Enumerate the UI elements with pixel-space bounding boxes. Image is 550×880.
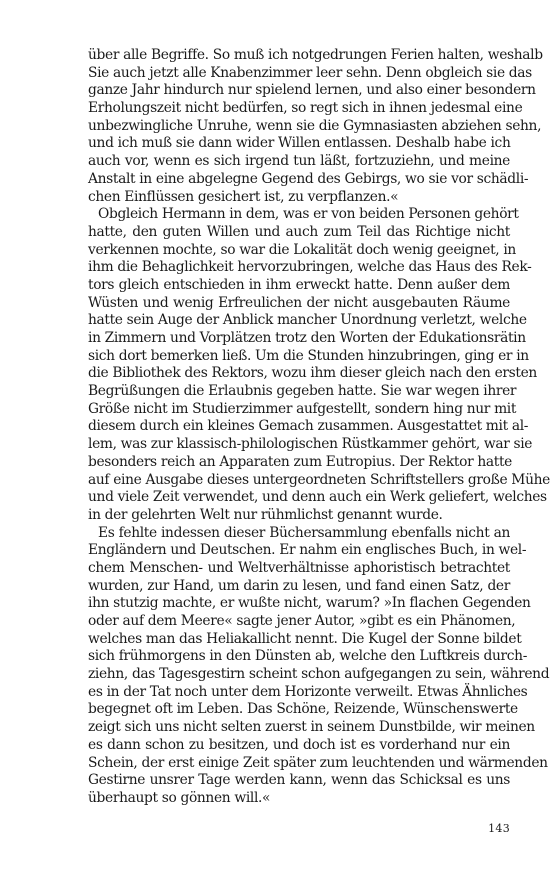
text-line: sich dort bemerken ließ. Um die Stunden hinzubringen, ging er in	[88, 347, 529, 364]
text-line: und ich muß sie dann wider Willen entlassen. Deshalb habe ich	[88, 135, 511, 152]
text-line: in der gelehrten Welt nur rühmlichst genannt wurde.	[88, 506, 443, 523]
text-line: Begrüßungen die Erlaubnis gegeben hatte. Sie war wegen ihrer	[88, 383, 517, 400]
text-line: Es fehlte indessen dieser Büchersammlung ebenfalls nicht an	[98, 524, 510, 541]
text-line: tors gleich entschieden in ihm erweckt hatte. Denn außer dem	[88, 276, 510, 293]
text-line: Erholungszeit nicht bedürfen, so regt sich in ihnen jedesmal eine	[88, 100, 523, 117]
text-line: wurden, zur Hand, um darin zu lesen, und fand einen Satz, der	[88, 577, 510, 594]
text-line: chen Einflüssen gesichert ist, zu verpflanzen.«	[88, 188, 399, 205]
paragraph	[88, 524, 550, 808]
text-line: überhaupt so gönnen will.«	[88, 789, 271, 806]
text-line: ihm die Behaglichkeit hervorzubringen, welche das Haus des Rek-	[88, 259, 532, 276]
text-line: in Zimmern und Vorplätzen trotz den Worten der Edukationsrätin	[88, 330, 526, 346]
text-line: und viele Zeit verwendet, und denn auch ein Werk geliefert, welches	[88, 489, 547, 506]
text-line: Obgleich Hermann in dem, was er von beiden Personen gehört	[98, 206, 519, 223]
text-line: die Bibliothek des Rektors, wozu ihm dieser gleich nach den ersten	[88, 365, 537, 382]
text-line: es dann schon zu besitzen, und doch ist es vorderhand nur ein	[88, 736, 510, 753]
text-line: Schein, der erst einige Zeit später zum leuchtenden und wärmenden	[88, 754, 548, 771]
text-line: oder auf dem Meere« sagte jener Autor, »gibt es ein Phänomen,	[88, 613, 516, 629]
paragraph	[88, 47, 543, 206]
text-line: Engländern und Deutschen. Er nahm ein englisches Buch, in wel-	[88, 542, 527, 559]
text-line: Anstalt in eine abgelegne Gegend des Gebirgs, wo sie vor schädli-	[88, 170, 529, 187]
text-line: hatte, den guten Willen und auch zum Teil das Richtige nicht	[88, 223, 510, 240]
text-line: es in der Tat noch unter dem Horizonte verweilt. Etwas Ähnliches	[88, 683, 528, 700]
text-line: Wüsten und wenig Erfreulichen der nicht ausgebauten Räume	[88, 294, 510, 311]
text-line: welches man das Heliakallicht nennt. Die Kugel der Sonne bildet	[88, 630, 522, 647]
text-line: chem Menschen- und Weltverhältnisse aphoristisch betrachtet	[88, 559, 510, 576]
text-line: unbezwingliche Unruhe, wenn sie die Gymnasiasten abziehen sehn,	[88, 117, 542, 134]
page-number: 143	[488, 822, 510, 835]
text-line: verkennen mochte, so war die Lokalität doch wenig geeignet, in	[88, 241, 516, 258]
text-line: auf eine Ausgabe dieses untergeordneten Schriftstellers große Mühe	[88, 471, 550, 488]
text-line: lem, was zur klassisch-philologischen Rüstkammer gehört, war sie	[88, 436, 533, 453]
text-line: zeigt sich uns nicht selten zuerst in seinem Dunstbilde, wir meinen	[88, 719, 535, 736]
text-line: Gestirne unsrer Tage werden kann, wenn das Schicksal es uns	[88, 772, 510, 789]
text-line: begegnet oft im Leben. Das Schöne, Reizende, Wünschenswerte	[88, 701, 518, 718]
text-line: diesem durch ein kleines Gemach zusammen. Ausgestattet mit al-	[88, 418, 529, 435]
body-text	[88, 47, 550, 808]
text-line: auch vor, wenn es sich irgend tun läßt, fortzuziehn, und meine	[88, 153, 510, 170]
text-line: Sie auch jetzt alle Knabenzimmer leer sehn. Denn obgleich sie das	[88, 64, 532, 81]
text-line: ganze Jahr hindurch nur spielend lernen, und also einer besondern	[88, 82, 536, 99]
text-line: ziehn, das Tagesgestirn scheint schon aufgegangen zu sein, während	[88, 666, 550, 683]
paragraph	[88, 206, 550, 524]
text-line: über alle Begriffe. So muß ich notgedrungen Ferien halten, weshalb	[88, 47, 543, 63]
text-line: ihn stutzig machte, er wußte nicht, warum? »In flachen Gegenden	[88, 595, 531, 612]
text-line: sich frühmorgens in den Dünsten ab, welche den Luftkreis durch-	[88, 648, 528, 665]
text-line: Größe nicht im Studierzimmer aufgestellt, sondern hing nur mit	[88, 400, 517, 417]
text-line: besonders reich an Apparaten zum Eutropius. Der Rektor hatte	[88, 453, 512, 470]
text-line: hatte sein Auge der Anblick mancher Unordnung verletzt, welche	[88, 312, 527, 329]
